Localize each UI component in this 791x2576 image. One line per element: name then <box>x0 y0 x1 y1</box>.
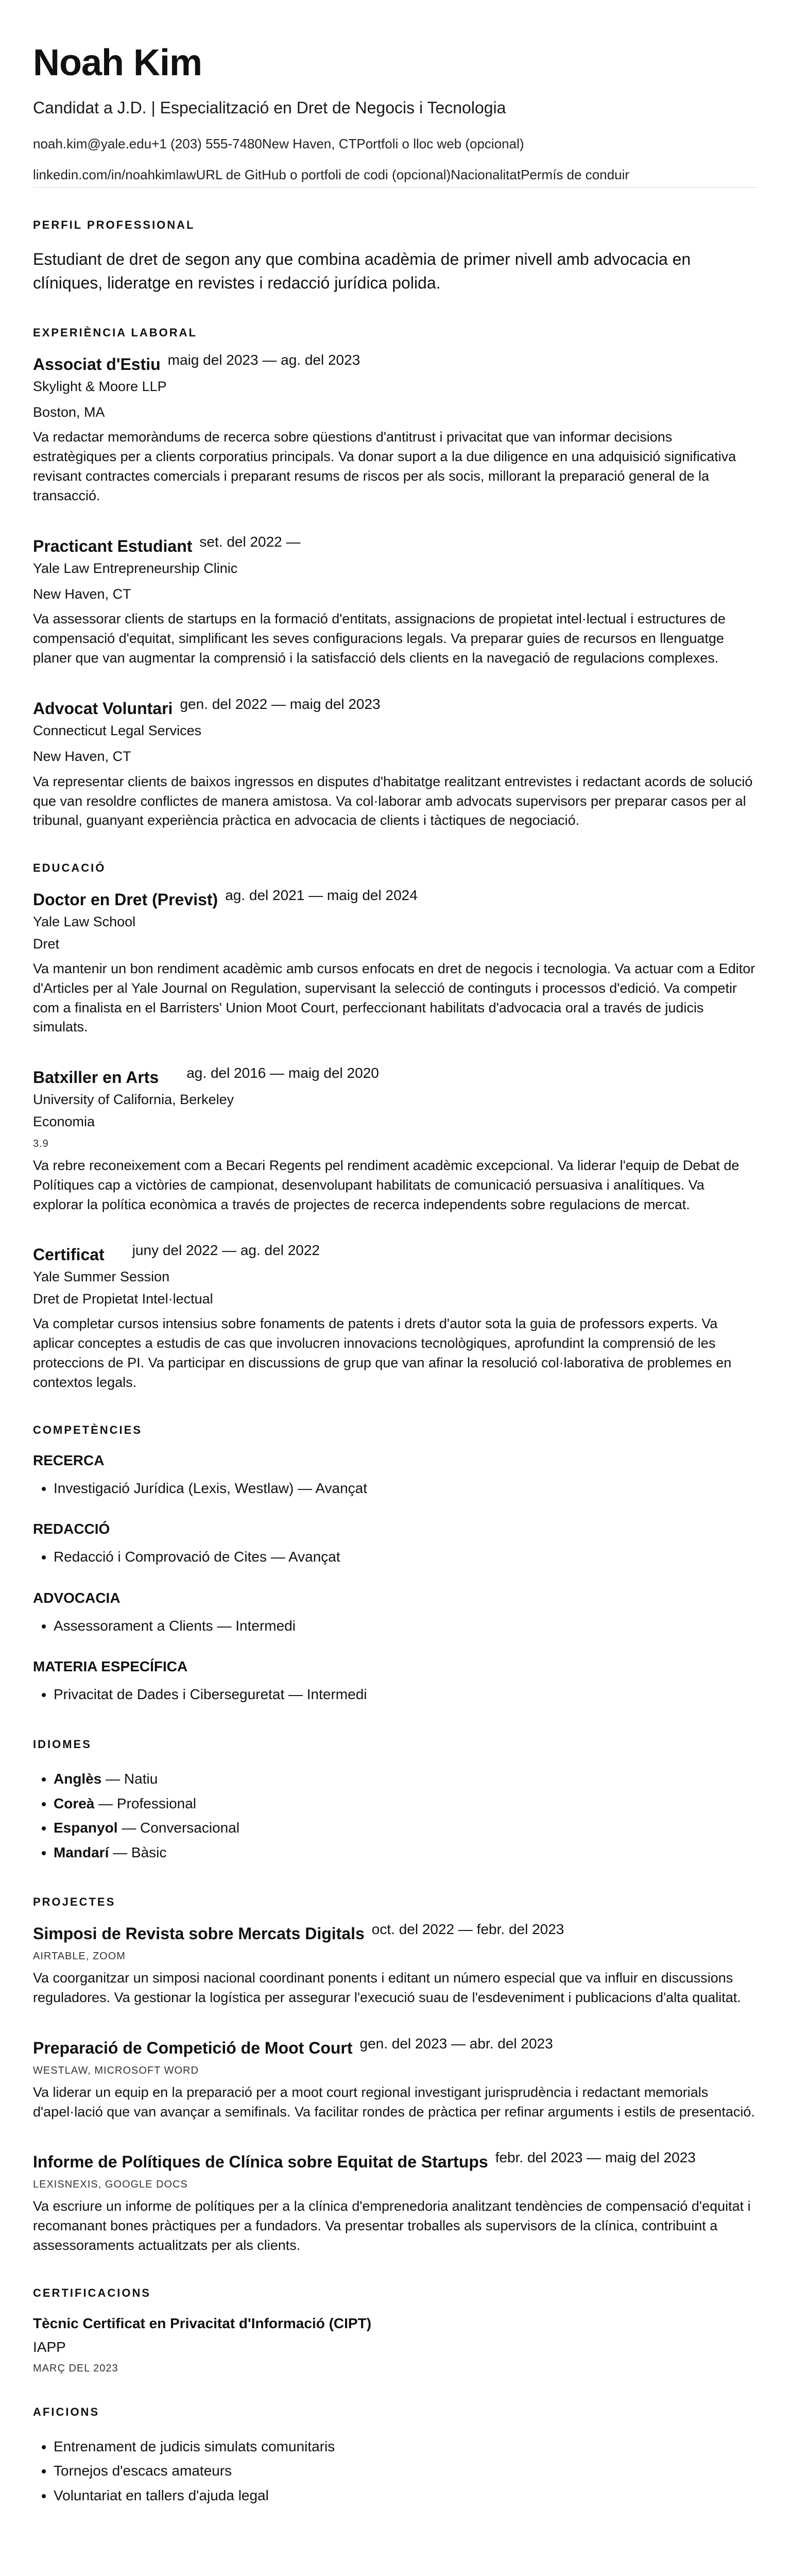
field-of-study: Economia <box>33 1113 95 1129</box>
section-title: COMPETÈNCIES <box>33 1423 143 1436</box>
contact-email[interactable]: noah.kim@yale.edu <box>33 136 152 152</box>
language-item <box>54 1816 758 1840</box>
job-company: Skylight & Moore LLP <box>33 378 167 394</box>
certification-date: MARÇ DEL 2023 <box>33 2362 118 2374</box>
summary-text: Estudiant de dret de segon any que combina acadèmia de primer nivell amb advocacia en clíniques, lideratge en revistes i redacció jurídica polida. <box>33 249 691 293</box>
degree-title: Doctor en Dret (Previst) <box>33 890 218 909</box>
degree-title: Batxiller en Arts <box>33 1068 159 1087</box>
education-description: Va mantenir un bon rendiment acadèmic amb cursos enfocats en dret de negocis i tecnologia. Va actuar com a Editor d'Articles per al Yale Journal on Regulation, supervisant la selecció de continguts i processos d'edició. Va competir com a finalista en el Barristers' Union Moot Court, perfeccionant habilitats d'advocacia oral a través de judicis simulats. <box>33 961 755 1035</box>
project-description: Va liderar un equip en la preparació per a moot court regional investigant jurisprudència i redactant memorials d'apel·lació que van avançar a semifinals. Va facilitar rondes de pràctica per refinar arguments i estils de presentació. <box>33 2084 755 2120</box>
skill-item: • Assessorament a Clients — Intermedi <box>54 1614 758 1638</box>
school-name: Yale Summer Session <box>33 1269 170 1285</box>
education-entry <box>33 1065 758 1214</box>
contact-phone[interactable]: +1 (203) 555-7480 <box>151 136 262 152</box>
job-company: Yale Law Entrepreneurship Clinic <box>33 560 238 576</box>
skill-item: • Privacitat de Dades i Ciberseguretat — Intermedi <box>54 1682 758 1707</box>
degree-date: juny del 2022 — ag. del 2022 <box>132 1242 320 1259</box>
project-entry <box>33 2035 758 2122</box>
language-name: Espanyol <box>54 1820 118 1836</box>
contact-row-primary <box>33 136 758 152</box>
gpa: 3.9 <box>33 1138 49 1150</box>
language-level: — Natiu <box>101 1770 158 1787</box>
hobbies-section <box>33 2405 758 2508</box>
experience-entry <box>33 351 758 506</box>
project-date: febr. del 2023 — maig del 2023 <box>495 2149 696 2166</box>
education-section <box>33 861 758 1392</box>
language-name: Mandarí <box>54 1844 109 1860</box>
job-date: set. del 2022 — <box>199 533 301 550</box>
project-tools: WESTLAW, MICROSOFT WORD <box>33 2064 199 2076</box>
skill-category: ADVOCACIA <box>33 1589 121 1606</box>
school-name: Yale Law School <box>33 914 136 930</box>
contact-nationality: Nacionalitat <box>451 166 521 182</box>
candidate-subtitle: Candidat a J.D. | Especialització en Dret de Negocis i Tecnologia <box>33 98 506 117</box>
job-description: Va assessorar clients de startups en la formació d'entitats, assignacions de propietat intel·lectual i estructures de compensació d'equitat, simplificant les seves configuracions legals. Va preparar guies de recursos en llenguatge planer que van augmentar la comprensió i la satisfacció dels clients en la navegació de regulacions complexes. <box>33 611 726 666</box>
section-title: PERFIL PROFESSIONAL <box>33 218 195 231</box>
experience-section <box>33 326 758 831</box>
experience-entry <box>33 696 758 831</box>
skill-group <box>33 1452 758 1501</box>
skill-group <box>33 1658 758 1707</box>
section-title: CERTIFICACIONS <box>33 2286 151 2299</box>
section-title: IDIOMES <box>33 1737 92 1751</box>
project-entry <box>33 1921 758 2008</box>
skill-category: REDACCIÓ <box>33 1521 110 1537</box>
section-title: AFICIONS <box>33 2405 100 2418</box>
skill-group <box>33 1521 758 1569</box>
language-level: — Conversacional <box>117 1820 240 1836</box>
language-name: Coreà <box>54 1795 95 1811</box>
certifications-section <box>33 2286 758 2375</box>
field-of-study: Dret <box>33 936 60 952</box>
section-title: EDUCACIÓ <box>33 861 106 875</box>
experience-entry <box>33 533 758 668</box>
education-description: Va completar cursos intensius sobre fonaments de patents i drets d'autor sota la guia de professors experts. Va aplicar conceptes a estudis de cas que involucren innovacions tecnològiques, aprofundint la comprensió de les proteccions de PI. Va participar en discussions de grup que van afinar la resolució col·laborativa de problemes en contextos legals. <box>33 1316 732 1390</box>
field-of-study: Dret de Propietat Intel·lectual <box>33 1291 213 1307</box>
contact-linkedin[interactable]: linkedin.com/in/noahkimlaw <box>33 166 196 182</box>
hobby-item: • Tornejos d'escacs amateurs <box>54 2459 758 2483</box>
contact-row-secondary <box>33 167 758 188</box>
project-entry <box>33 2149 758 2255</box>
contact-github[interactable]: URL de GitHub o portfoli de codi (opcional) <box>196 166 451 182</box>
education-entry <box>33 887 758 1037</box>
degree-title: Certificat <box>33 1245 105 1264</box>
candidate-name: Noah Kim <box>33 42 202 83</box>
skill-item: • Investigació Jurídica (Lexis, Westlaw) — Avançat <box>54 1476 758 1501</box>
job-date: maig del 2023 — ag. del 2023 <box>167 351 360 368</box>
job-date: gen. del 2022 — maig del 2023 <box>180 696 381 712</box>
projects-section <box>33 1895 758 2256</box>
job-location: Boston, MA <box>33 404 105 420</box>
job-location: New Haven, CT <box>33 749 131 765</box>
languages-section <box>33 1738 758 1865</box>
job-title: Associat d'Estiu <box>33 354 161 374</box>
skill-group <box>33 1590 758 1638</box>
project-description: Va escriure un informe de polítiques per a la clínica d'emprenedoria analitzant tendències de compensació d'equitat i recomanant bones pràctiques per a fundadors. Va presentar troballes als supervisors de la clínica, contribuint a assessoraments actualitzats per als clients. <box>33 2198 751 2253</box>
project-title: Preparació de Competició de Moot Court <box>33 2038 353 2057</box>
contact-portfolio[interactable]: Portfoli o lloc web (opcional) <box>356 136 524 152</box>
language-item <box>54 1840 758 1865</box>
job-description: Va redactar memoràndums de recerca sobre qüestions d'antitrust i privacitat que van informar decisions estratègiques per a clients corporatius principals. Va donar suport a la due diligence en una adquisició significativa revisant contractes comercials i preparant resums de riscos per als socis, millorant la preparació general de la transacció. <box>33 429 736 503</box>
project-title: Informe de Polítiques de Clínica sobre Equitat de Startups <box>33 2153 488 2172</box>
summary-section <box>33 218 758 295</box>
section-title: PROJECTES <box>33 1895 116 1909</box>
project-tools: AIRTABLE, ZOOM <box>33 1951 126 1962</box>
contact-driving-license: Permís de conduir <box>521 166 630 182</box>
hobby-item: • Entrenament de judicis simulats comunitaris <box>54 2434 758 2459</box>
project-tools: LEXISNEXIS, GOOGLE DOCS <box>33 2179 188 2191</box>
language-name: Anglès <box>54 1770 102 1787</box>
project-description: Va coorganitzar un simposi nacional coordinant ponents i editant un número especial que va influir en discussions reguladores. Va gestionar la logística per assegurar l'execució suau de l'esdeveniment i publicacions d'alta qualitat. <box>33 1970 741 2006</box>
degree-date: ag. del 2016 — maig del 2020 <box>186 1065 379 1081</box>
job-description: Va representar clients de baixos ingressos en disputes d'habitatge realitzant entrevistes i redactant acords de solució que van resoldre conflictes de manera amistosa. Va col·laborar amb advocats supervisors per preparar casos per al tribunal, guanyant experiència pràctica en advocacia de clients i tàctiques de negociació. <box>33 773 753 828</box>
language-level: — Professional <box>94 1795 197 1811</box>
job-title: Practicant Estudiant <box>33 536 193 555</box>
language-item <box>54 1767 758 1791</box>
project-date: gen. del 2023 — abr. del 2023 <box>359 2035 553 2052</box>
skills-section <box>33 1423 758 1707</box>
skill-item: • Redacció i Comprovació de Cites — Avançat <box>54 1545 758 1569</box>
section-title: EXPERIÈNCIA LABORAL <box>33 326 197 339</box>
job-company: Connecticut Legal Services <box>33 722 202 738</box>
project-date: oct. del 2022 — febr. del 2023 <box>371 1921 564 1938</box>
degree-date: ag. del 2021 — maig del 2024 <box>225 887 418 904</box>
project-title: Simposi de Revista sobre Mercats Digitals <box>33 1924 365 1943</box>
language-level: — Bàsic <box>109 1844 167 1860</box>
skill-category: MATERIA ESPECÍFICA <box>33 1658 188 1675</box>
job-location: New Haven, CT <box>33 586 131 602</box>
job-title: Advocat Voluntari <box>33 699 173 718</box>
school-name: University of California, Berkeley <box>33 1092 234 1108</box>
skill-category: RECERCA <box>33 1452 105 1468</box>
language-item <box>54 1791 758 1816</box>
certification-title: Tècnic Certificat en Privacitat d'Informació (CIPT) <box>33 2315 372 2331</box>
contact-location: New Haven, CT <box>262 136 357 152</box>
hobby-item: • Voluntariat en tallers d'ajuda legal <box>54 2483 758 2508</box>
education-entry <box>33 1242 758 1392</box>
certification-issuer: IAPP <box>33 2338 66 2355</box>
education-description: Va rebre reconeixement com a Becari Regents pel rendiment acadèmic excepcional. Va liderar l'equip de Debat de Polítiques cap a victòries de campionat, desenvolupant habilitats de comunicació persuasiva i analítiques. Va explorar la política econòmica a través de projectes de recerca independents sobre regulacions de mercat. <box>33 1158 740 1212</box>
